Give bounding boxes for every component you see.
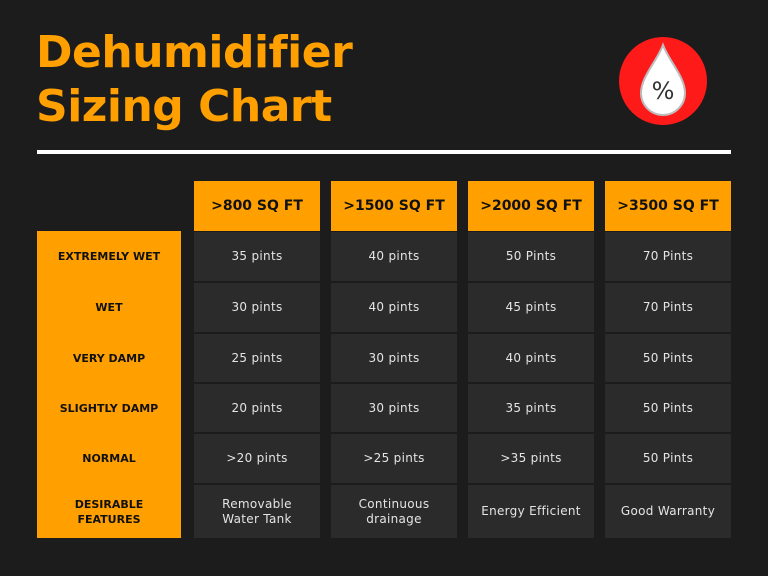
title-line-2: Sizing Chart — [36, 81, 332, 132]
table-cell: 40 pints — [331, 283, 457, 332]
table-cell: Removable Water Tank — [194, 485, 320, 538]
row-label: VERY DAMP — [72, 351, 146, 365]
table-cell: 35 pints — [468, 384, 594, 432]
table-cell: 25 pints — [194, 334, 320, 382]
title-line-1: Dehumidifier — [36, 27, 353, 78]
humidity-badge — [619, 37, 707, 125]
table-cell: 35 pints — [194, 232, 320, 281]
row-label: WET — [95, 301, 123, 314]
water-drop-percent-icon — [619, 37, 707, 125]
row-label: DESIRABLE FEATURES — [74, 497, 144, 526]
table-cell: Energy Efficient — [468, 485, 594, 538]
row-label: EXTREMELY WET — [57, 250, 161, 263]
column-header: >2000 SQ FT — [468, 181, 594, 231]
table-cell: 20 pints — [194, 384, 320, 432]
table-cell: >20 pints — [194, 434, 320, 483]
page-title — [36, 26, 556, 134]
table-cell: 50 Pints — [468, 232, 594, 281]
table-cell: 70 Pints — [605, 232, 731, 281]
table-cell: >25 pints — [331, 434, 457, 483]
row-label: SLIGHTLY DAMP — [59, 401, 159, 415]
column-header: >800 SQ FT — [194, 181, 320, 231]
table-cell: 40 pints — [331, 232, 457, 281]
table-cell: 70 Pints — [605, 283, 731, 332]
table-cell: 30 pints — [194, 283, 320, 332]
table-cell: Continuous drainage — [331, 485, 457, 538]
table-cell: 30 pints — [331, 334, 457, 382]
table-cell: 40 pints — [468, 334, 594, 382]
title-divider — [37, 150, 731, 154]
table-cell: >35 pints — [468, 434, 594, 483]
table-cell: 30 pints — [331, 384, 457, 432]
table-cell: 45 pints — [468, 283, 594, 332]
table-cell: Good Warranty — [605, 485, 731, 538]
percent-symbol: % — [651, 77, 675, 105]
table-cell: 50 Pints — [605, 334, 731, 382]
table-cell: 50 Pints — [605, 384, 731, 432]
table-cell: 50 Pints — [605, 434, 731, 483]
column-header: >3500 SQ FT — [605, 181, 731, 231]
row-label: NORMAL — [82, 452, 136, 465]
column-header: >1500 SQ FT — [331, 181, 457, 231]
